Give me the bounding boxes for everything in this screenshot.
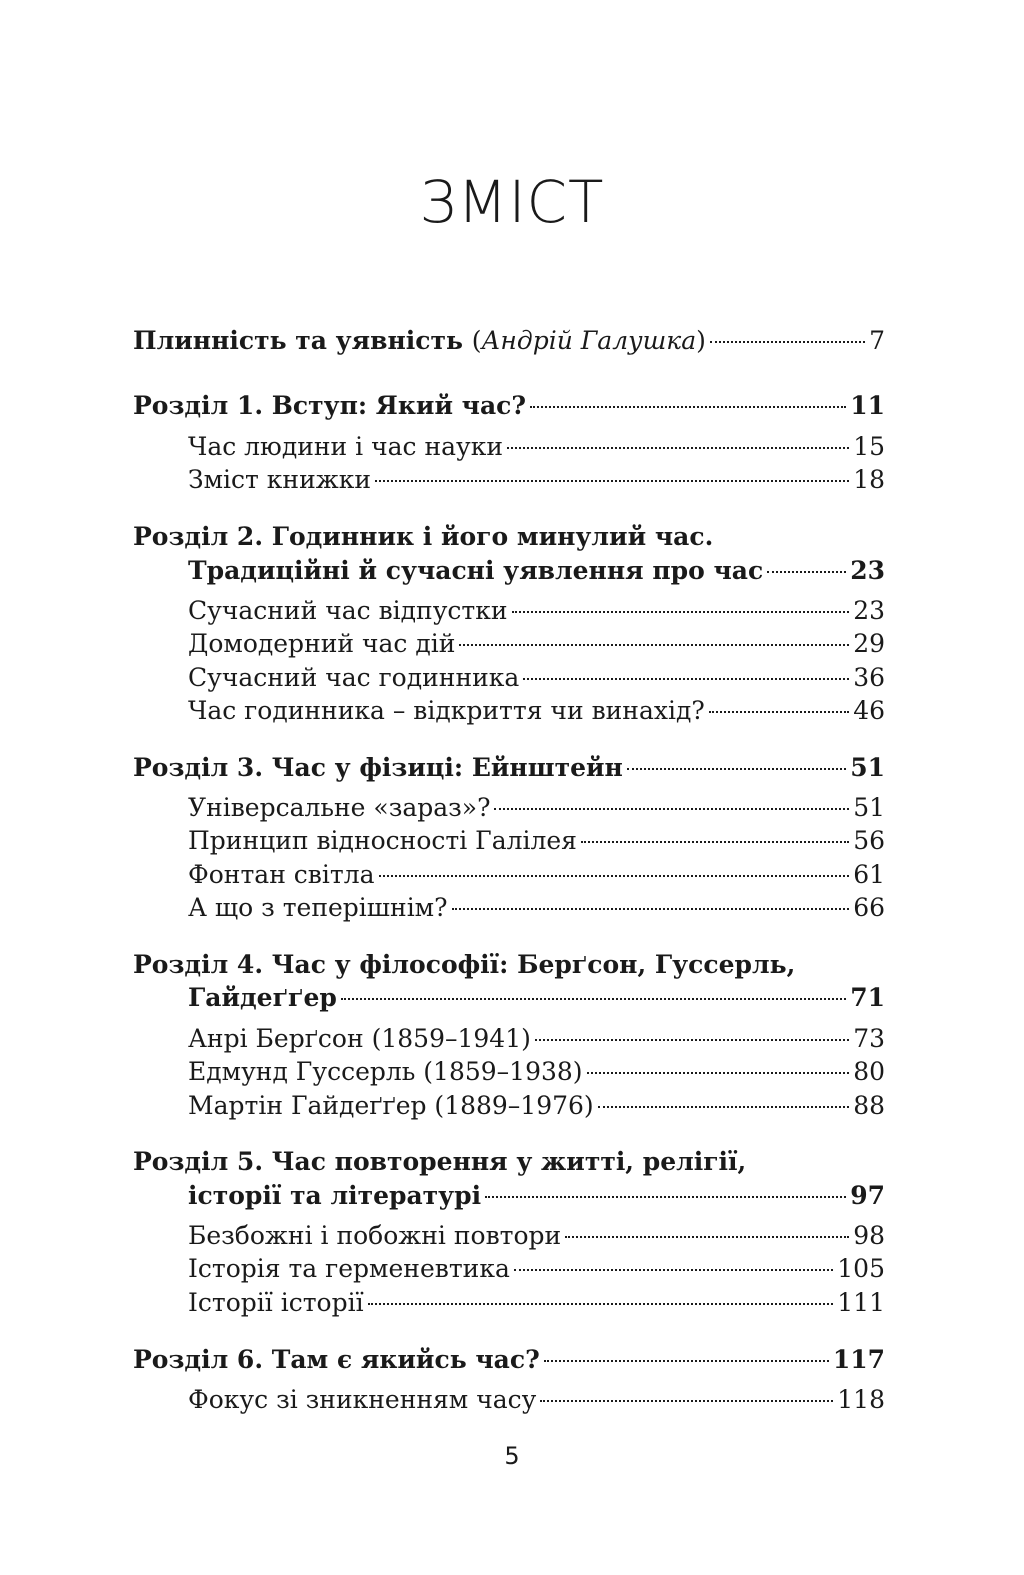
page-number: 80 [853, 1057, 885, 1086]
dot-leader [535, 1039, 849, 1041]
dot-leader [540, 1400, 833, 1402]
toc-entry-section[interactable] [188, 1089, 885, 1123]
dot-leader [544, 1360, 829, 1362]
toc-entry-section[interactable] [188, 594, 885, 628]
toc-entry-section[interactable] [188, 1252, 885, 1286]
section-title: Домодерний час дій [188, 629, 456, 658]
dot-leader [767, 571, 846, 573]
dot-leader [368, 1303, 834, 1305]
section-title: Сучасний час відпустки [188, 596, 508, 625]
dot-leader [565, 1236, 849, 1238]
page-number: 73 [853, 1024, 885, 1053]
section-title: Едмунд Гуссерль (1859–1938) [188, 1057, 583, 1086]
dot-leader [512, 611, 850, 613]
toc-entry-foreword[interactable] [133, 324, 885, 358]
page-number: 117 [832, 1345, 885, 1374]
section-title: Фокус зі зникненням часу [188, 1385, 537, 1414]
toc-entry-chapter-4[interactable] [188, 981, 885, 1015]
section-title: Безбожні і побожні повтори [188, 1221, 562, 1250]
section-title: Анрі Берґсон (1859–1941) [188, 1024, 531, 1053]
dot-leader [627, 768, 846, 770]
page-number: 56 [853, 826, 885, 855]
dot-leader [459, 644, 849, 646]
toc-entry-section[interactable] [188, 1022, 885, 1056]
chapter-title-line-1[interactable]: Розділ 4. Час у філософії: Берґсон, Гуссерль, [133, 950, 796, 979]
section-title: Мартін Гайдеґґер (1889–1976) [188, 1091, 594, 1120]
page-number: 97 [850, 1181, 885, 1210]
page-folio: 5 [504, 1442, 520, 1470]
dot-leader [341, 998, 846, 1000]
chapter-title-line-1[interactable]: Розділ 2. Годинник і його минулий час. [133, 522, 714, 551]
dot-leader [598, 1106, 849, 1108]
chapter-title-line-2: Гайдеґґер [188, 983, 337, 1012]
chapter-title: Розділ 1. Вступ: Який час? [133, 391, 527, 420]
dot-leader [494, 808, 849, 810]
section-title: Принцип відносності Галілея [188, 826, 577, 855]
toc-entry-section[interactable] [188, 824, 885, 858]
page-number: 46 [853, 696, 885, 725]
page-number: 18 [853, 465, 885, 494]
toc-entry-chapter-2[interactable] [188, 554, 885, 588]
section-title: Історії історії [188, 1288, 364, 1317]
section-title: Час людини і час науки [188, 432, 504, 461]
foreword-title: Плинність та уявність [133, 326, 463, 355]
section-title: Зміст книжки [188, 465, 372, 494]
chapter-title-line-2: Традиційні й сучасні уявлення про час [188, 556, 764, 585]
chapter-title: Розділ 6. Там є якийсь час? [133, 1345, 540, 1374]
toc-entry-section[interactable] [188, 891, 885, 925]
dot-leader [709, 711, 849, 713]
page-number: 98 [853, 1221, 885, 1250]
dot-leader [710, 341, 865, 343]
section-title: Універсальне «зараз»? [188, 793, 491, 822]
toc-entry-chapter-3[interactable] [133, 751, 885, 785]
section-title: Історія та герменевтика [188, 1254, 510, 1283]
dot-leader [507, 447, 849, 449]
page-number: 88 [853, 1091, 885, 1120]
toc-entry-chapter-6[interactable] [133, 1343, 885, 1377]
dot-leader [581, 841, 849, 843]
page-number: 7 [869, 326, 885, 355]
page-number: 23 [850, 556, 885, 585]
foreword-open-paren: ( [471, 326, 482, 355]
chapter-title: Розділ 3. Час у фізиці: Ейнштейн [133, 753, 623, 782]
toc-entry-section[interactable] [188, 1286, 885, 1320]
page-number: 51 [850, 753, 885, 782]
page-number: 15 [853, 432, 885, 461]
page-number: 29 [853, 629, 885, 658]
page-number: 71 [850, 983, 885, 1012]
page-number: 66 [853, 893, 885, 922]
dot-leader [523, 678, 849, 680]
dot-leader [379, 875, 850, 877]
toc-entry-section[interactable] [188, 858, 885, 892]
page-number: 118 [837, 1385, 885, 1414]
toc-entry-section[interactable] [188, 1055, 885, 1089]
toc-entry-chapter-5[interactable] [188, 1179, 885, 1213]
toc-entry-section[interactable] [188, 791, 885, 825]
dot-leader [530, 406, 846, 408]
toc-entry-section[interactable] [188, 627, 885, 661]
section-title: А що з теперішнім? [188, 893, 448, 922]
foreword-close-paren: ) [696, 326, 706, 355]
page-number: 51 [853, 793, 885, 822]
toc-entry-section[interactable] [188, 463, 885, 497]
page-number: 61 [853, 860, 885, 889]
toc-entry-chapter-1[interactable] [133, 389, 885, 423]
dot-leader [375, 480, 849, 482]
toc-entry-section[interactable] [188, 661, 885, 695]
dot-leader [514, 1269, 833, 1271]
section-title: Фонтан світла [188, 860, 375, 889]
page-number: 111 [837, 1288, 885, 1317]
toc-entry-section[interactable] [188, 694, 885, 728]
section-title: Час годинника – відкриття чи винахід? [188, 696, 705, 725]
dot-leader [485, 1196, 846, 1198]
foreword-author: Андрій Галушка [481, 326, 697, 355]
toc-entry-section[interactable] [188, 1219, 885, 1253]
page-number: 36 [853, 663, 885, 692]
page-number: 23 [853, 596, 885, 625]
dot-leader [452, 908, 850, 910]
chapter-title-line-1[interactable]: Розділ 5. Час повторення у житті, релігії, [133, 1147, 747, 1176]
toc-entry-section[interactable] [188, 1383, 885, 1417]
section-title: Сучасний час годинника [188, 663, 520, 692]
page-title: ЗМІСТ [419, 168, 605, 236]
page-number: 105 [837, 1254, 885, 1283]
chapter-title-line-2: історії та літературі [188, 1181, 482, 1210]
toc-entry-section[interactable] [188, 430, 885, 464]
page-number: 11 [850, 391, 885, 420]
dot-leader [587, 1072, 850, 1074]
